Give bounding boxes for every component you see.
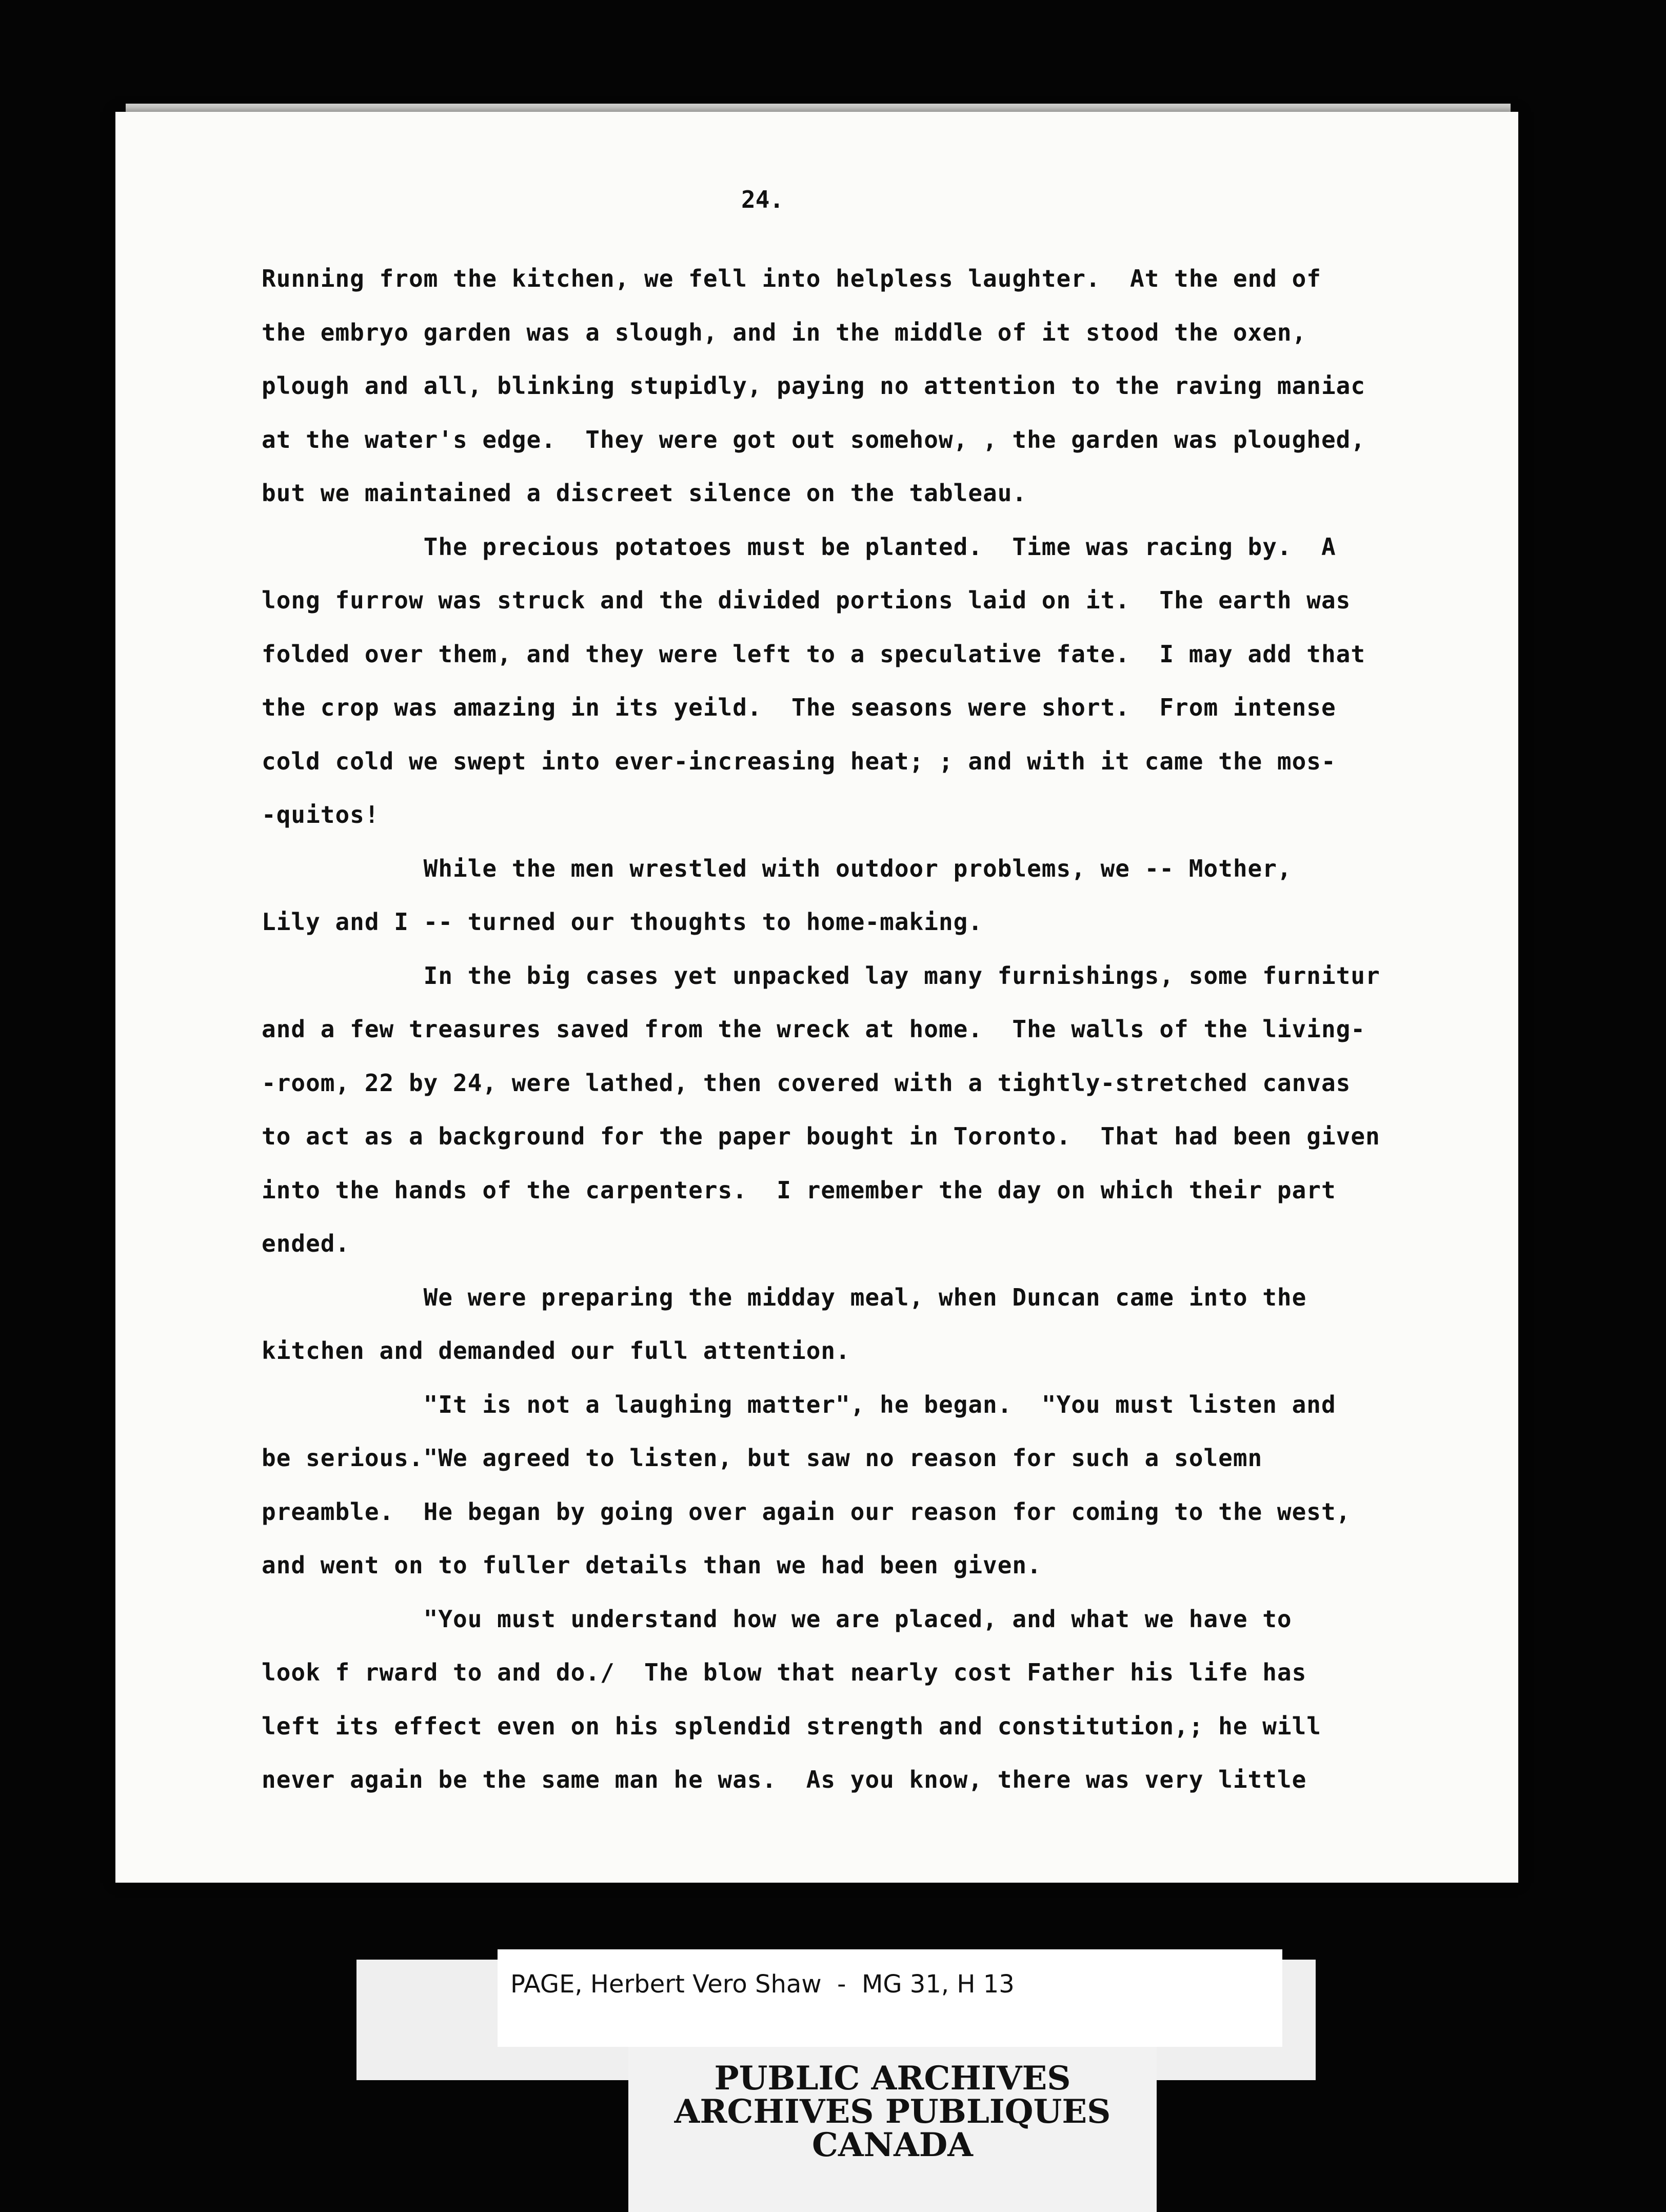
text-line: ended. [262, 1230, 350, 1257]
text-line: folded over them, and they were left to a speculative fate. I may add that [262, 640, 1366, 668]
text-line: Running from the kitchen, we fell into helpless laughter. At the end of [262, 265, 1321, 292]
text-line: long furrow was struck and the divided portions laid on it. The earth was [262, 586, 1351, 614]
text-line: kitchen and demanded our full attention. [262, 1337, 850, 1365]
text-line: at the water's edge. They were got out somehow, , the garden was ploughed, [262, 425, 1366, 453]
text-line: While the men wrestled with outdoor problems, we -- Mother, [262, 854, 1292, 882]
text-line: the embryo garden was a slough, and in the middle of it stood the oxen, [262, 318, 1307, 346]
text-line: never again be the same man he was. As you know, there was very little [262, 1766, 1307, 1793]
text-line: and a few treasures saved from the wreck at home. The walls of the living- [262, 1015, 1366, 1043]
text-line: into the hands of the carpenters. I remember the day on which their part [262, 1176, 1336, 1204]
text-line: "You must understand how we are placed, and what we have to [262, 1605, 1292, 1633]
text-line: Lily and I -- turned our thoughts to home-making. [262, 908, 983, 936]
text-line: to act as a background for the paper bought in Toronto. That had been given [262, 1122, 1380, 1150]
stamp-line-2: ARCHIVES PUBLIQUES [674, 2092, 1111, 2131]
stamp-line-1: PUBLIC ARCHIVES [714, 2059, 1071, 2098]
text-line: plough and all, blinking stupidly, paying no attention to the raving maniac [262, 372, 1366, 400]
archive-reference-label: PAGE, Herbert Vero Shaw - MG 31, H 13 [510, 1970, 1015, 1999]
text-line: preamble. He began by going over again our reason for coming to the west, [262, 1497, 1351, 1526]
text-line: the crop was amazing in its yeild. The seasons were short. From intense [262, 694, 1336, 721]
text-line: but we maintained a discreet silence on the tableau. [262, 479, 1027, 507]
text-line: In the big cases yet unpacked lay many furnishings, some furnitur [262, 961, 1380, 990]
text-line: look f rward to and do./ The blow that nearly cost Father his life has [262, 1658, 1307, 1686]
text-line: -room, 22 by 24, were lathed, then covered with a tightly-stretched canvas [262, 1069, 1351, 1097]
text-line: "It is not a laughing matter", he began. "You must listen and [262, 1390, 1336, 1418]
text-line: We were preparing the midday meal, when Duncan came into the [262, 1283, 1307, 1311]
page-number: 24. [741, 186, 784, 213]
text-line: -quitos! [262, 801, 380, 828]
text-line: The precious potatoes must be planted. Time was racing by. A [262, 532, 1336, 561]
text-line: cold cold we swept into ever-increasing heat; ; and with it came the mos- [262, 747, 1336, 775]
text-line: be serious."We agreed to listen, but saw no reason for such a solemn [262, 1444, 1263, 1472]
text-line: left its effect even on his splendid strength and constitution,; he will [262, 1712, 1321, 1740]
stamp-line-3: CANADA [812, 2126, 973, 2164]
text-line: and went on to fuller details than we had been given. [262, 1551, 1042, 1579]
